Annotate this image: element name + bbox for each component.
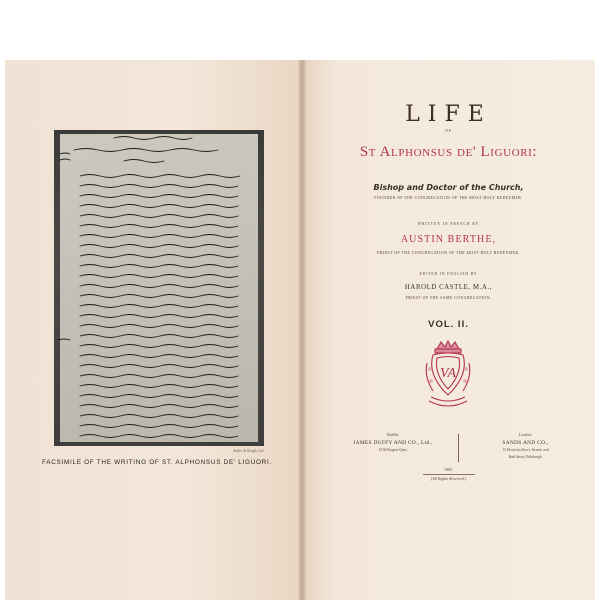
publisher-dublin-address: 15 Wellington Quay.: [378, 448, 408, 452]
right-page: [302, 60, 595, 600]
publisher-london-address-2: Bath Street, Edinburgh.: [508, 455, 543, 459]
plate-credit: Andre & Sleigh, Ltd.: [233, 449, 265, 453]
subtitle: Bishop and Doctor of the Church,: [373, 183, 524, 192]
rights-reserved: [All Rights Reserved.]: [430, 476, 467, 481]
publisher-london: [458, 432, 593, 460]
title-name: St Alphonsus de' Liguori:: [359, 144, 538, 160]
svg-text:VA: VA: [439, 366, 457, 381]
facsimile-plate: [54, 130, 264, 446]
subtitle-founder: FOUNDER OF THE CONGREGATION OF THE MOST HOLY REDEEMER.: [374, 196, 523, 200]
crest-emblem-icon: [423, 339, 473, 411]
publisher-dublin-city: Dublin:: [386, 432, 400, 437]
editor-role: PRIEST OF THE SAME CONGREGATION.: [405, 296, 492, 300]
title-life: LIFE: [405, 102, 492, 127]
volume-label: VOL. II.: [428, 319, 469, 330]
publisher-london-city: London:: [518, 432, 533, 437]
publisher-dublin: [328, 432, 458, 453]
author-name: AUSTIN BERTHE,: [400, 234, 497, 245]
title-of: OF: [444, 128, 453, 133]
author-role: PRIEST OF THE CONGREGATION OF THE MOST HOLY REDEEMER.: [377, 251, 520, 255]
edited-by-label: EDITED IN ENGLISH BY: [419, 272, 478, 276]
editor-name: HAROLD CASTLE, M.A.,: [404, 284, 493, 291]
written-by-label: WRITTEN IN FRENCH BY: [417, 222, 480, 226]
facsimile-caption: FACSIMILE OF THE WRITING OF ST. ALPHONSUS DE' LIGUORI.: [42, 459, 272, 466]
publisher-dublin-name: JAMES DUFFY AND CO., Ltd.,: [353, 440, 433, 446]
publisher-london-name: SANDS AND CO.,: [502, 440, 549, 446]
book-gutter: [298, 60, 306, 600]
handwriting-image: [54, 130, 264, 446]
publisher-london-address-1: 15 Henrietta Street, Strand; and: [502, 448, 549, 452]
publication-year: 1905.: [444, 467, 453, 472]
